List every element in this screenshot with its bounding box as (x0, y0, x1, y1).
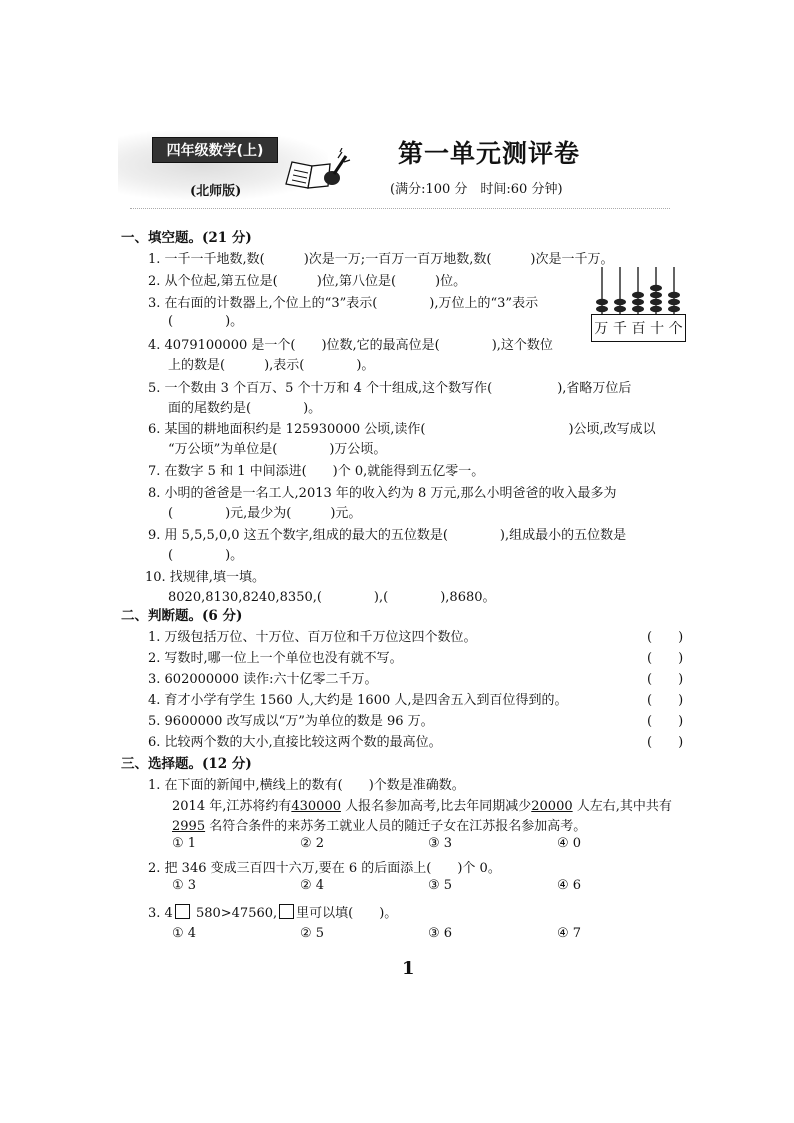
news-underlined-number: 430000 (291, 799, 341, 814)
choice-q2-option-c: ③ 5 (428, 878, 453, 893)
fill-q5-line1: 5. 一个数由 3 个百万、5 个十万和 4 个十组成,这个数写作( ),省略万位后 (148, 381, 632, 396)
choice-q2-option-d: ④ 6 (557, 878, 582, 893)
choice-q1-option-c: ③ 3 (428, 836, 453, 851)
judge-item: 3. 602000000 读作:六十亿零二千万。 (148, 672, 378, 687)
news-underlined-number: 2995 (172, 819, 206, 834)
abacus-place-labels (591, 314, 686, 342)
abacus-label-ge: 个 (668, 321, 683, 337)
choice-q2-option-b: ② 4 (300, 878, 325, 893)
fill-q9-line2: ( )。 (168, 548, 244, 563)
judge-item: 2. 写数时,哪一位上一个单位也没有就不写。 (148, 651, 403, 666)
section-choice-title: 三、选择题。(12 分) (121, 756, 252, 772)
edition-label: (北师版) (190, 184, 242, 199)
blank-box (175, 904, 190, 919)
q3-text: 580>47560, (191, 906, 278, 921)
fill-q3-line2: ( )。 (168, 314, 244, 329)
news-text: 人报名参加高考,比去年同期减少 (341, 799, 532, 814)
fill-q4-line2: 上的数是( ),表示( )。 (168, 358, 375, 373)
fill-q10-line1: 10. 找规律,填一填。 (145, 570, 265, 585)
page-title: 第一单元测评卷 (398, 139, 581, 168)
judge-answer-paren: ( ) (647, 672, 684, 687)
choice-q3-option-b: ② 5 (300, 926, 325, 941)
choice-q1-news-line2 (172, 815, 586, 834)
choice-q3-option-d: ④ 7 (557, 926, 582, 941)
abacus-label-bai: 百 (631, 321, 646, 337)
fill-q8-line2: ( )元,最少为( )元。 (168, 506, 362, 521)
fill-q1: 1. 一千一千地数,数( )次是一万;一百万一百万地数,数( )次是一千万。 (148, 252, 614, 267)
section-judge-title: 二、判断题。(6 分) (121, 608, 243, 624)
choice-q3-option-a: ① 4 (172, 926, 197, 941)
news-text: 2014 年,江苏将约有 (172, 799, 292, 814)
choice-q1-option-a: ① 1 (172, 836, 197, 851)
choice-q3-option-c: ③ 6 (428, 926, 453, 941)
judge-answer-paren: ( ) (647, 651, 684, 666)
score-time-info: (满分:100 分 时间:60 分钟) (390, 182, 563, 197)
judge-answer-paren: ( ) (647, 735, 684, 750)
judge-answer-paren: ( ) (647, 714, 684, 729)
fill-q3-line1: 3. 在右面的计数器上,个位上的“3”表示( ),万位上的“3”表示 (148, 296, 539, 311)
choice-q2-option-a: ① 3 (172, 878, 197, 893)
choice-q1: 1. 在下面的新闻中,横线上的数有( )个数是准确数。 (148, 778, 465, 793)
judge-item: 4. 育才小学有学生 1560 人,大约是 1600 人,是四舍五入到百位得到的。 (148, 693, 568, 708)
fill-q8-line1: 8. 小明的爸爸是一名工人,2013 年的收入约为 8 万元,那么小明爸爸的收入最多为 (148, 486, 617, 501)
blank-box (279, 904, 294, 919)
choice-q2: 2. 把 346 变成三百四十六万,要在 6 的后面添上( )个 0。 (148, 861, 501, 876)
section-fill-blank-title: 一、填空题。(21 分) (121, 230, 252, 246)
judge-item: 1. 万级包括万位、十万位、百万位和千万位这四个数位。 (148, 630, 477, 645)
choice-q3 (148, 902, 397, 921)
header-divider (130, 208, 670, 209)
fill-q5-line2: 面的尾数约是( )。 (168, 401, 322, 416)
abacus-label-wan: 万 (594, 321, 609, 337)
q3-text: 3. 4 (148, 906, 173, 921)
news-text: 人左右,其中共有 (572, 799, 672, 814)
q3-text: 里可以填( )。 (296, 906, 398, 921)
page-number: 1 (402, 958, 415, 979)
judge-item: 6. 比较两个数的大小,直接比较这两个数的最高位。 (148, 735, 442, 750)
book-pen-icon (282, 148, 352, 196)
abacus-label-shi: 十 (650, 321, 665, 337)
fill-q9-line1: 9. 用 5,5,5,0,0 这五个数字,组成的最大的五位数是( ),组成最小的五位数是 (148, 528, 627, 543)
choice-q1-option-d: ④ 0 (557, 836, 582, 851)
fill-q6-line1: 6. 某国的耕地面积约是 125930000 公顷,读作( )公顷,改写成以 (148, 422, 656, 437)
fill-q4-line1: 4. 4079100000 是一个( )位数,它的最高位是( ),这个数位 (148, 338, 553, 353)
judge-item: 5. 9600000 改写成以“万”为单位的数是 96 万。 (148, 714, 434, 729)
choice-q1-news-line1 (172, 795, 672, 814)
grade-label: 四年级数学(上) (152, 137, 278, 163)
fill-q10-sequence: 8020,8130,8240,8350,( ),( ),8680。 (168, 590, 496, 605)
judge-answer-paren: ( ) (647, 630, 684, 645)
choice-q1-option-b: ② 2 (300, 836, 325, 851)
fill-q2: 2. 从个位起,第五位是( )位,第八位是( )位。 (148, 274, 467, 289)
fill-q7: 7. 在数字 5 和 1 中间添进( )个 0,就能得到五亿零一。 (148, 464, 485, 479)
judge-answer-paren: ( ) (647, 693, 684, 708)
news-underlined-number: 20000 (531, 799, 573, 814)
abacus-label-qian: 千 (612, 321, 627, 337)
news-text: 名符合条件的来苏务工就业人员的随迁子女在江苏报名参加高考。 (205, 819, 587, 834)
fill-q6-line2: “万公顷”为单位是( )万公顷。 (168, 442, 387, 457)
